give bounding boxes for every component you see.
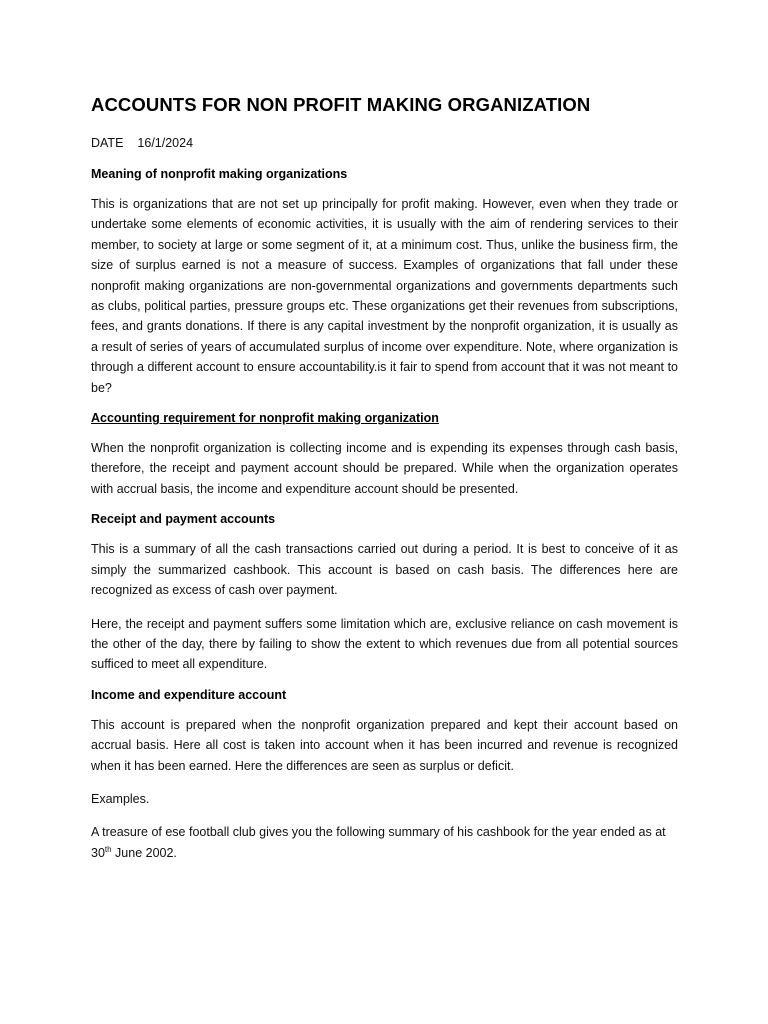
requirement-paragraph: When the nonprofit organization is collecting income and is expending its expenses through cash basis, therefore, the receipt and payment account should be prepared. While when the organization operates with accrual basis, the income and expenditure account should be presented. bbox=[91, 441, 678, 496]
examples-label: Examples. bbox=[91, 791, 150, 806]
example-paragraph bbox=[91, 822, 678, 863]
date-value: 16/1/2024 bbox=[137, 136, 194, 150]
receipt-paragraph-1: This is a summary of all the cash transactions carried out during a period. It is best to conceive of it as simply the summarized cashbook. This account is based on cash basis. The differences here are recognized as excess of cash over payment. bbox=[91, 542, 678, 598]
date-line bbox=[91, 136, 678, 150]
example-text-after: June 2002. bbox=[111, 845, 177, 860]
page-title: ACCOUNTS FOR NON PROFIT MAKING ORGANIZATION bbox=[91, 94, 591, 115]
requirement-heading: Accounting requirement for nonprofit making organization bbox=[91, 411, 439, 426]
meaning-heading: Meaning of nonprofit making organizations bbox=[91, 167, 348, 181]
example-text-before: A treasure of ese football club gives you the following summary of his cashbook for the year ended as at 30 bbox=[91, 825, 666, 860]
date-label: DATE bbox=[91, 136, 124, 150]
income-heading: Income and expenditure account bbox=[91, 687, 287, 702]
income-paragraph: This account is prepared when the nonprofit organization prepared and kept their account based on accrual basis. Here all cost is taken into account when it has been incurred and revenue is recognized when it has been earned. Here the differences are seen as surplus or deficit. bbox=[91, 717, 678, 773]
example-superscript: th bbox=[104, 844, 112, 854]
receipt-paragraph-2: Here, the receipt and payment suffers some limitation which are, exclusive reliance on cash movement is the other of the day, there by failing to show the extent to which revenues due from all potential sources sufficed to meet all expenditure. bbox=[91, 616, 678, 672]
meaning-paragraph: This is organizations that are not set up principally for profit making. However, even when they trade or undertake some elements of economic activities, it is usually with the aim of rendering services to their member, to society at large or some segment of it, at a minimum cost. Thus, unlike the business firm, the size of surplus earned is not a measure of success. Examples of organizations that fall under these nonprofit making organizations are non-governmental organizations and governments departments such as clubs, political parties, pressure groups etc. These organizations get their revenues from subscriptions, fees, and grants donations. If there is any capital investment by the nonprofit organization, it is usually as a result of series of years of accumulated surplus of income over expenditure. Note, where organization is through a different account to ensure accountability.is it fair to spend from account that it was not meant to be? bbox=[91, 197, 678, 395]
receipt-heading: Receipt and payment accounts bbox=[91, 512, 276, 527]
